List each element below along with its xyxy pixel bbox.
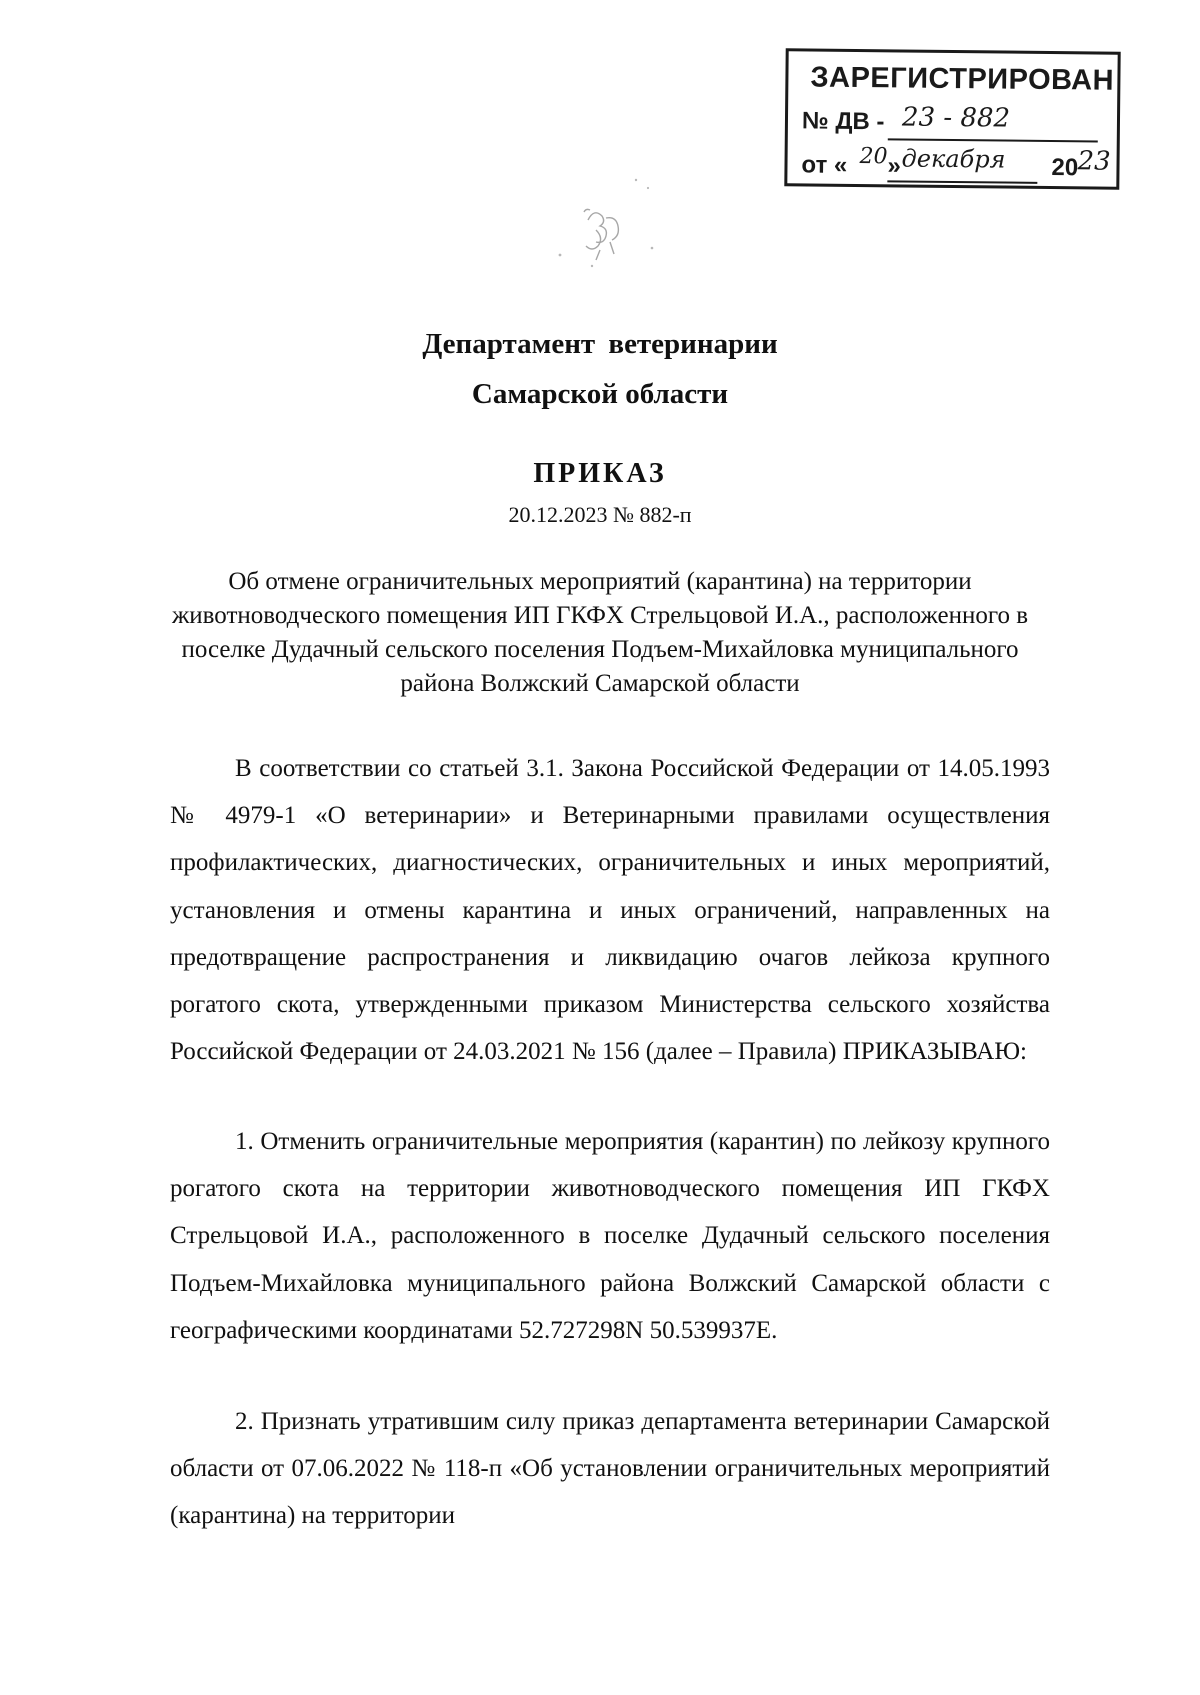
stamp-date-month-handwritten: декабря [901, 144, 1006, 174]
document-date-number: 20.12.2023 № 882-п [508, 502, 692, 527]
stamp-number-handwritten: 23 - 882 [901, 102, 1011, 134]
registration-stamp [784, 48, 1120, 190]
stamp-date-year-prefix: 20 [1051, 154, 1079, 182]
document-type-title: ПРИКАЗ [533, 458, 667, 489]
stamp-date-underline [887, 180, 1037, 184]
stamp-date-row [801, 144, 1111, 182]
stamp-number-underline [888, 138, 1098, 142]
department-name-line1: Департамент ветеринарии [422, 328, 778, 360]
stamp-title: ЗАРЕГИСТРИРОВАН [810, 61, 1115, 97]
stamp-date-close-quote: » [887, 152, 902, 180]
order-item-2: 2. Признать утратившим силу приказ департамента ветеринарии Самарской области от 07.06.2022 № 118-п «Об установлении ограничительных мероприятий (карантина) на территории [170, 1408, 1050, 1530]
stamp-number-prefix: № ДВ - [801, 107, 885, 136]
department-name-line2: Самарской области [471, 378, 729, 410]
stamp-number-row [801, 102, 1011, 136]
stamp-date-day-handwritten: 20 [859, 144, 888, 170]
preamble-paragraph: В соответствии со статьей 3.1. Закона Российской Федерации от 14.05.1993 № 4979-1 «О ветеринарии» и Ветеринарными правилами осуществления профилактических, диагностических, ограничительных и иных мероприятий, установления и отмены карантина и иных ограничений, направленных на предотвращение распространения и ликвидацию очагов лейкоза крупного рогатого скота, утвержденными приказом Министерства сельского хозяйства Российской Федерации от 24.03.2021 № 156 (далее – Правила) ПРИКАЗЫВАЮ: [170, 755, 1050, 1066]
stamp-date-year-handwritten: 23 [1077, 146, 1111, 177]
order-item-1: 1. Отменить ограничительные мероприятия (карантин) по лейкозу крупного рогатого скота на территории животноводческого помещения ИП ГКФХ Стрельцовой И.А., расположенного в поселке Дудачный сельского поселения Подъем-Михайловка муниципального района Волжский Самарской области с географическими координатами 52.727298N 50.539937E. [170, 1128, 1050, 1344]
coat-of-arms-icon [540, 170, 670, 280]
stamp-date-prefix: от « [801, 151, 848, 179]
document-subject: Об отмене ограничительных мероприятий (карантина) на территории животноводческого помещения ИП ГКФХ Стрельцовой И.А., расположенного в поселке Дудачный сельского поселения Подъем-Михайловка муниципального района Волжский Самарской области [171, 568, 1029, 697]
